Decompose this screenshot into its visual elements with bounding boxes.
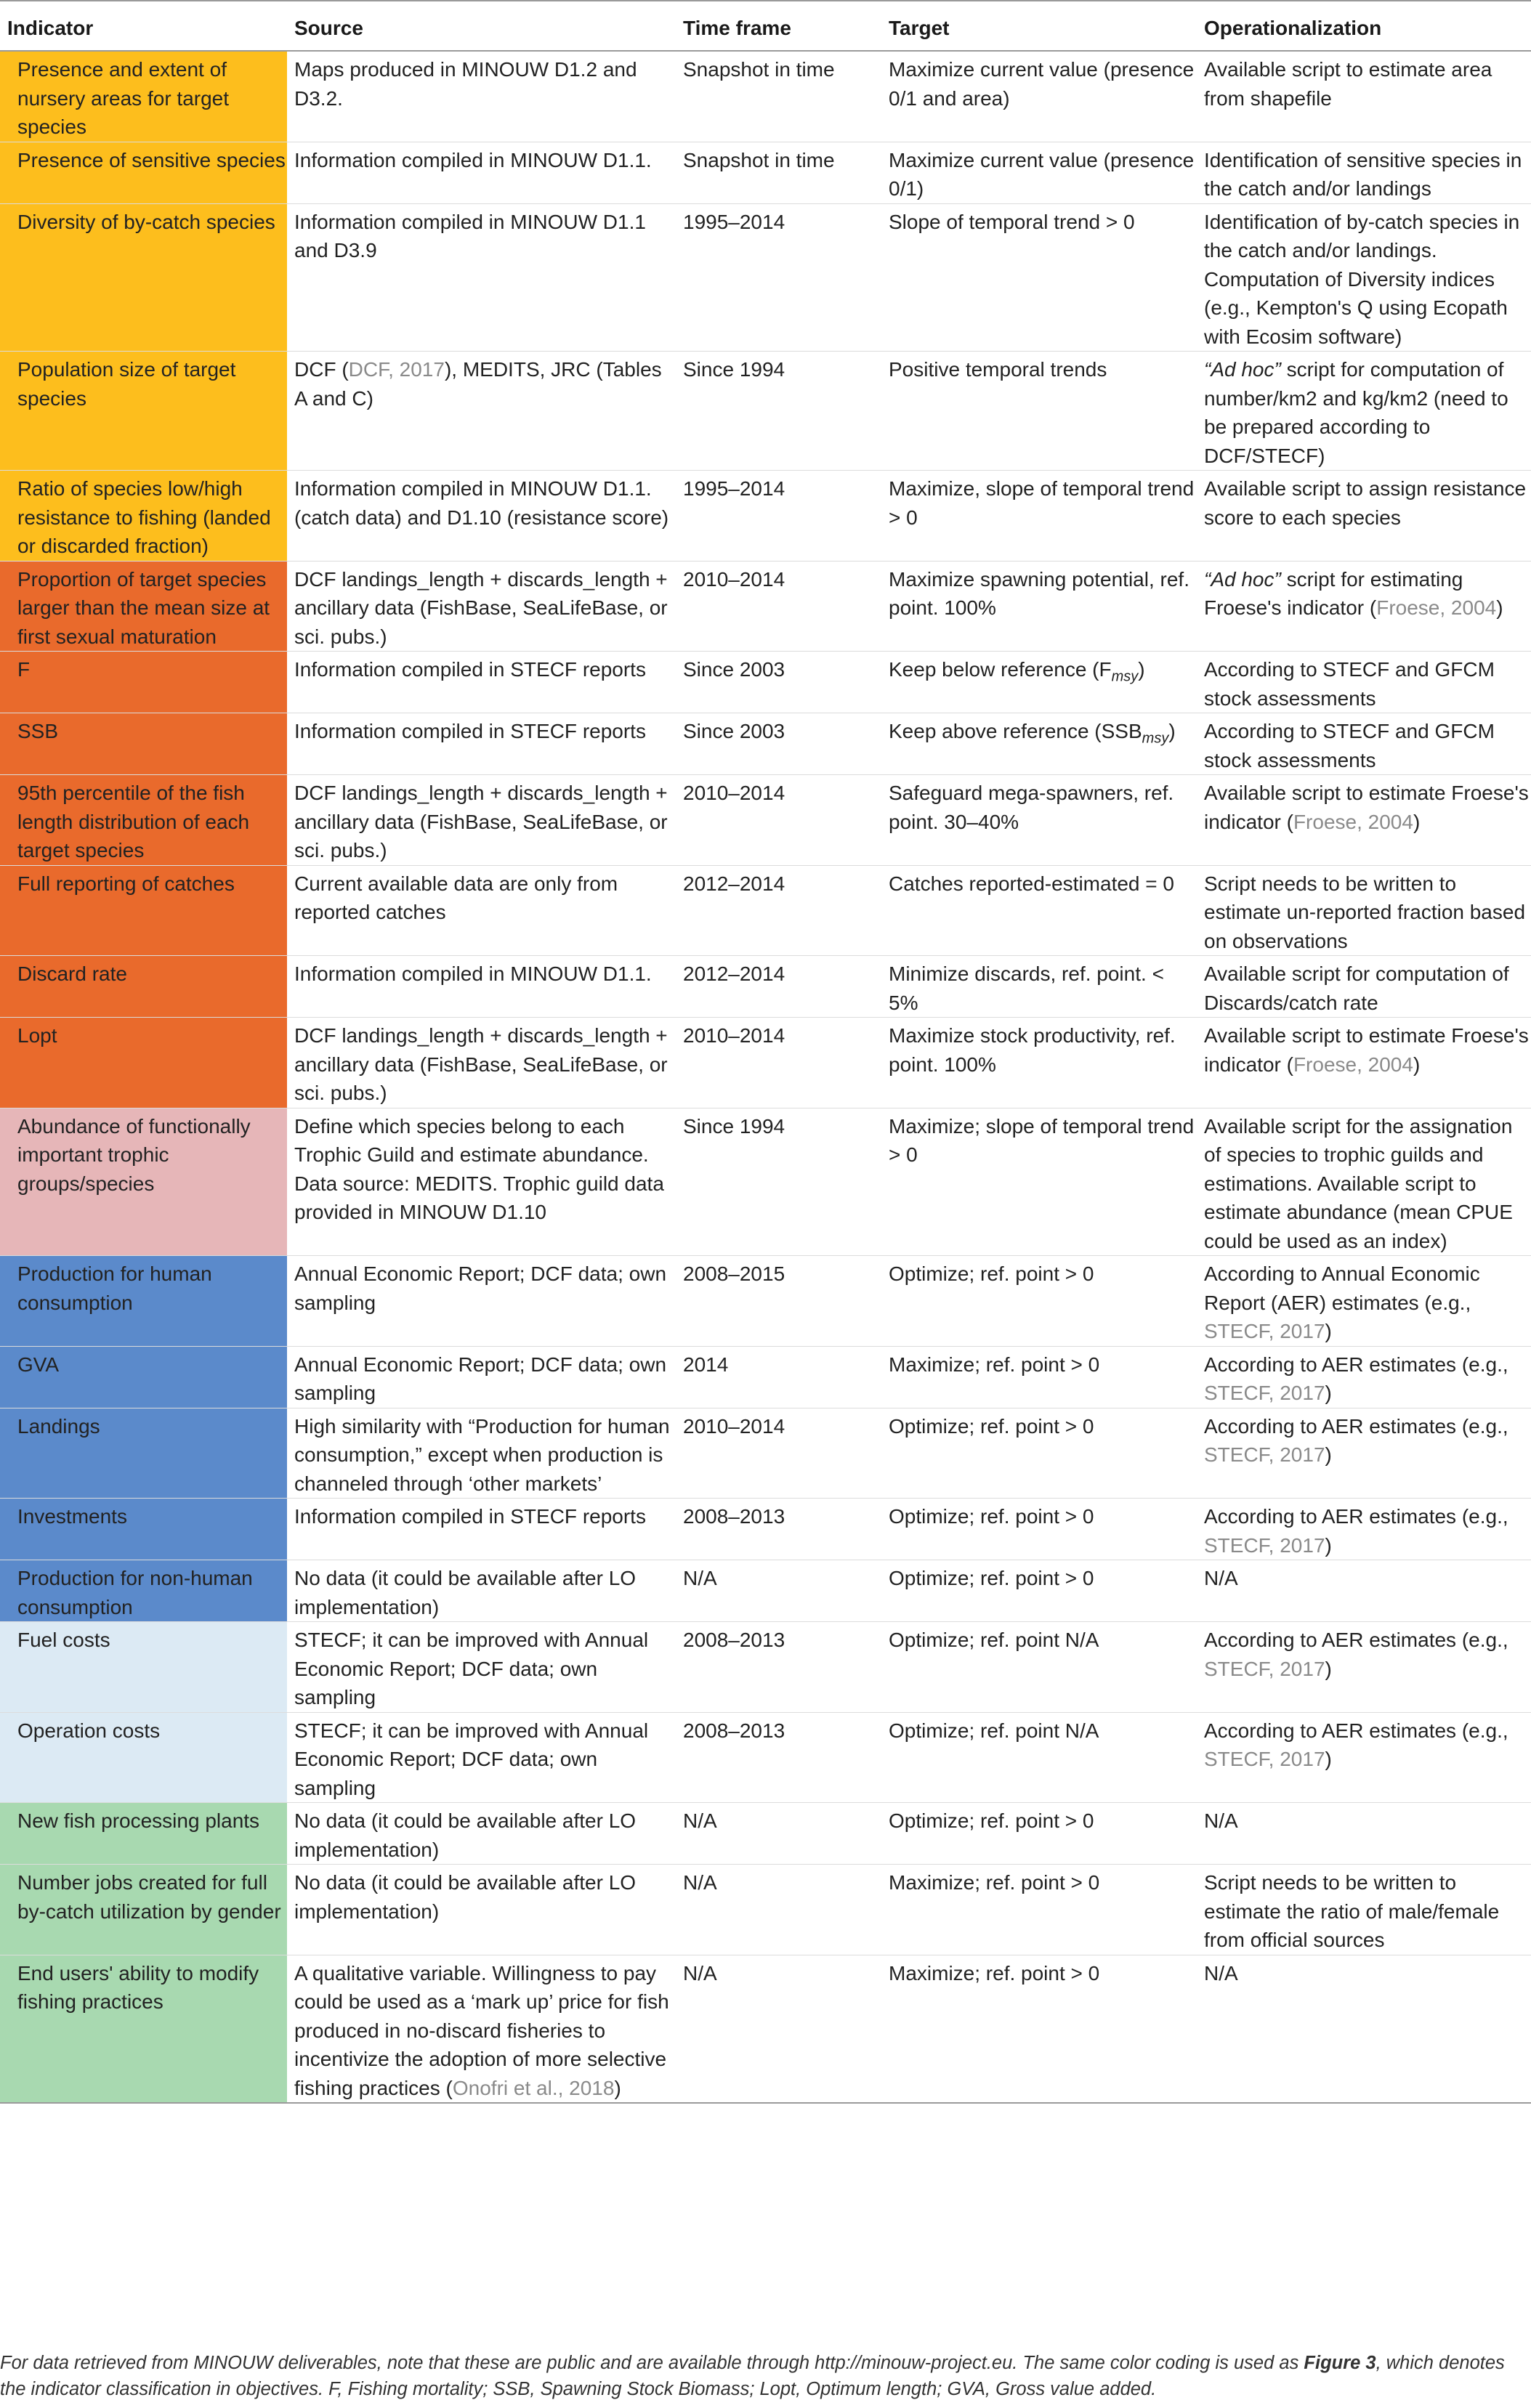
cell-source: High similarity with “Production for human consumption,” except when production is channeled through ‘other markets’ <box>287 1408 676 1499</box>
cell-indicator: Production for human consumption <box>0 1256 287 1347</box>
header-time-frame: Time frame <box>676 1 881 51</box>
table-body <box>0 51 1531 2103</box>
source-text: ), MEDITS, JRC (Tables A and C) <box>294 358 662 410</box>
citation-link[interactable]: Froese, 2004 <box>1376 596 1497 619</box>
cell-time-frame: N/A <box>676 1955 881 2103</box>
cell-target: Optimize; ref. point > 0 <box>881 1408 1197 1499</box>
header-operationalization: Operationalization <box>1197 1 1531 51</box>
cell-time-frame: Since 1994 <box>676 352 881 471</box>
table-row <box>0 865 1531 956</box>
cell-target: Maximize current value (presence 0/1 and area) <box>881 51 1197 142</box>
cell-time-frame: 2008–2013 <box>676 1622 881 1713</box>
cell-indicator: End users' ability to modify fishing practices <box>0 1955 287 2103</box>
target-subscript: msy <box>1111 668 1139 685</box>
cell-source: Information compiled in STECF reports <box>287 652 676 713</box>
table-row <box>0 1108 1531 1256</box>
op-text: According to AER estimates (e.g., <box>1204 1414 1508 1438</box>
cell-target: Optimize; ref. point N/A <box>881 1712 1197 1803</box>
cell-target: Optimize; ref. point > 0 <box>881 1560 1197 1622</box>
citation-link[interactable]: STECF, 2017 <box>1204 1382 1325 1404</box>
table-row <box>0 561 1531 652</box>
table-row <box>0 471 1531 562</box>
cell-indicator: Lopt <box>0 1018 287 1108</box>
cell-time-frame: 2010–2014 <box>676 775 881 866</box>
op-text: ) <box>1325 1748 1332 1770</box>
source-text: DCF ( <box>294 358 349 381</box>
op-text: ) <box>1325 1657 1332 1680</box>
cell-source: DCF landings_length + discards_length + ancillary data (FishBase, SeaLifeBase, or sci. pubs.) <box>287 561 676 652</box>
cell-source: Define which species belong to each Trophic Guild and estimate abundance. Data source: MEDITS. Trophic guild data provided in MINOUW D1.10 <box>287 1108 676 1256</box>
op-text: Available script to estimate Froese's indicator ( <box>1204 782 1529 833</box>
table-row <box>0 1018 1531 1108</box>
cell-source <box>287 1955 676 2103</box>
cell-source: STECF; it can be improved with Annual Economic Report; DCF data; own sampling <box>287 1712 676 1803</box>
citation-link[interactable]: STECF, 2017 <box>1204 1657 1325 1680</box>
cell-operationalization <box>1197 1622 1531 1713</box>
cell-target: Positive temporal trends <box>881 352 1197 471</box>
cell-operationalization: N/A <box>1197 1955 1531 2103</box>
cell-time-frame: N/A <box>676 1803 881 1865</box>
table-row <box>0 142 1531 203</box>
cell-target: Maximize; ref. point > 0 <box>881 1955 1197 2103</box>
cell-time-frame: Snapshot in time <box>676 51 881 142</box>
cell-indicator: Full reporting of catches <box>0 865 287 956</box>
source-text: A qualitative variable. Willingness to pay could be used as a ‘mark up’ price for fish produced in no-discard fisheries to incentivize the adoption of more selective fishing practices ( <box>294 1961 669 2099</box>
cell-time-frame: 2012–2014 <box>676 956 881 1018</box>
header-row <box>0 1 1531 51</box>
cell-operationalization <box>1197 352 1531 471</box>
op-emphasis: “Ad hoc” <box>1204 567 1281 591</box>
cell-time-frame: 2010–2014 <box>676 1018 881 1108</box>
citation-link[interactable]: STECF, 2017 <box>1204 1443 1325 1466</box>
cell-target: Maximize stock productivity, ref. point. 100% <box>881 1018 1197 1108</box>
cell-indicator: Discard rate <box>0 956 287 1018</box>
cell-target: Optimize; ref. point > 0 <box>881 1499 1197 1560</box>
op-text: Available script to estimate Froese's indicator ( <box>1204 1024 1529 1076</box>
cell-source: Information compiled in MINOUW D1.1. <box>287 142 676 203</box>
cell-target: Optimize; ref. point > 0 <box>881 1803 1197 1865</box>
cell-target: Optimize; ref. point > 0 <box>881 1256 1197 1347</box>
op-text: ) <box>1496 596 1503 619</box>
cell-source: No data (it could be available after LO implementation) <box>287 1560 676 1622</box>
cell-source: No data (it could be available after LO implementation) <box>287 1865 676 1955</box>
op-text: ) <box>1325 1320 1332 1342</box>
cell-indicator: Presence and extent of nursery areas for target species <box>0 51 287 142</box>
cell-source: Information compiled in STECF reports <box>287 713 676 775</box>
cell-source: Information compiled in MINOUW D1.1. (catch data) and D1.10 (resistance score) <box>287 471 676 562</box>
cell-source: DCF landings_length + discards_length + ancillary data (FishBase, SeaLifeBase, or sci. pubs.) <box>287 1018 676 1108</box>
citation-link[interactable]: STECF, 2017 <box>1204 1533 1325 1557</box>
cell-operationalization: Available script to assign resistance score to each species <box>1197 471 1531 562</box>
table-row <box>0 1712 1531 1803</box>
cell-time-frame: Since 2003 <box>676 652 881 713</box>
cell-time-frame: 1995–2014 <box>676 203 881 352</box>
op-text: According to AER estimates (e.g., <box>1204 1719 1508 1742</box>
cell-time-frame: 2008–2015 <box>676 1256 881 1347</box>
cell-operationalization: Identification of by-catch species in the catch and/or landings. Computation of Diversity indices (e.g., Kempton's Q using Ecopath with Ecosim software) <box>1197 203 1531 352</box>
cell-indicator: Population size of target species <box>0 352 287 471</box>
cell-source: Current available data are only from reported catches <box>287 865 676 956</box>
op-text: ) <box>1413 810 1421 833</box>
table-row <box>0 1803 1531 1865</box>
cell-source: Information compiled in MINOUW D1.1. <box>287 956 676 1018</box>
cell-indicator: Diversity of by-catch species <box>0 203 287 352</box>
table-row <box>0 51 1531 142</box>
cell-target: Maximize; ref. point > 0 <box>881 1865 1197 1955</box>
table-row <box>0 1560 1531 1622</box>
footnote-text-2: , which denotes the indicator classification in objectives. F, Fishing mortality; SSB, Spawning Stock Biomass; Lopt, Optimum length; GVA, Gross value added. <box>0 2353 1505 2399</box>
table-footnote <box>0 2350 1519 2402</box>
cell-operationalization <box>1197 1499 1531 1560</box>
cell-source <box>287 352 676 471</box>
cell-time-frame: 2010–2014 <box>676 561 881 652</box>
op-text: ) <box>1325 1443 1332 1466</box>
cell-indicator: Production for non-human consumption <box>0 1560 287 1622</box>
cell-operationalization: Available script for the assignation of species to trophic guilds and estimations. Available script to estimate abundance (mean CPUE could be used as an index) <box>1197 1108 1531 1256</box>
cell-indicator: Investments <box>0 1499 287 1560</box>
cell-indicator: Landings <box>0 1408 287 1499</box>
op-text: script for computation of number/km2 and kg/km2 (need to be prepared according to DCF/STECF) <box>1204 358 1508 467</box>
cell-time-frame: 2010–2014 <box>676 1408 881 1499</box>
cell-source: Annual Economic Report; DCF data; own sampling <box>287 1346 676 1408</box>
cell-source: Maps produced in MINOUW D1.2 and D3.2. <box>287 51 676 142</box>
table-row <box>0 1865 1531 1955</box>
cell-operationalization: Identification of sensitive species in the catch and/or landings <box>1197 142 1531 203</box>
table-row <box>0 775 1531 866</box>
cell-time-frame: N/A <box>676 1560 881 1622</box>
cell-indicator: SSB <box>0 713 287 775</box>
table-row <box>0 1499 1531 1560</box>
cell-operationalization: Script needs to be written to estimate the ratio of male/female from official sources <box>1197 1865 1531 1955</box>
citation-link[interactable]: STECF, 2017 <box>1204 1748 1325 1770</box>
cell-target: Optimize; ref. point N/A <box>881 1622 1197 1713</box>
cell-target: Minimize discards, ref. point. < 5% <box>881 956 1197 1018</box>
op-text: ) <box>1413 1053 1421 1076</box>
cell-indicator: F <box>0 652 287 713</box>
table-row <box>0 1622 1531 1713</box>
table-row <box>0 203 1531 352</box>
cell-target <box>881 652 1197 713</box>
cell-operationalization: Available script for computation of Discards/catch rate <box>1197 956 1531 1018</box>
source-text: ) <box>614 2076 621 2099</box>
target-text: ) <box>1138 658 1145 681</box>
table-row <box>0 652 1531 713</box>
cell-indicator: Fuel costs <box>0 1622 287 1713</box>
cell-source: STECF; it can be improved with Annual Economic Report; DCF data; own sampling <box>287 1622 676 1713</box>
cell-operationalization: According to STECF and GFCM stock assessments <box>1197 713 1531 775</box>
cell-time-frame: 2012–2014 <box>676 865 881 956</box>
cell-indicator: Operation costs <box>0 1712 287 1803</box>
op-emphasis: “Ad hoc” <box>1204 358 1281 381</box>
cell-indicator: Proportion of target species larger than the mean size at first sexual maturation <box>0 561 287 652</box>
cell-indicator: 95th percentile of the fish length distribution of each target species <box>0 775 287 866</box>
target-text: Keep above reference (SSB <box>889 720 1142 742</box>
cell-operationalization <box>1197 1256 1531 1347</box>
cell-time-frame: 1995–2014 <box>676 471 881 562</box>
cell-target: Maximize spawning potential, ref. point. 100% <box>881 561 1197 652</box>
cell-time-frame: 2008–2013 <box>676 1712 881 1803</box>
op-text: ) <box>1325 1533 1332 1557</box>
cell-source: Annual Economic Report; DCF data; own sampling <box>287 1256 676 1347</box>
cell-source: No data (it could be available after LO implementation) <box>287 1803 676 1865</box>
cell-target: Maximize; ref. point > 0 <box>881 1346 1197 1408</box>
header-target: Target <box>881 1 1197 51</box>
op-text: According to AER estimates (e.g., <box>1204 1353 1508 1376</box>
header-indicator: Indicator <box>0 1 287 51</box>
cell-indicator: Ratio of species low/high resistance to fishing (landed or discarded fraction) <box>0 471 287 562</box>
target-subscript: msy <box>1142 730 1169 747</box>
cell-target: Safeguard mega-spawners, ref. point. 30–40% <box>881 775 1197 866</box>
cell-operationalization: N/A <box>1197 1803 1531 1865</box>
cell-target: Maximize; slope of temporal trend > 0 <box>881 1108 1197 1256</box>
table-row <box>0 1346 1531 1408</box>
cell-indicator: Presence of sensitive species <box>0 142 287 203</box>
cell-indicator: Number jobs created for full by-catch utilization by gender <box>0 1865 287 1955</box>
cell-time-frame: Since 1994 <box>676 1108 881 1256</box>
table-row <box>0 352 1531 471</box>
footnote-text-1: For data retrieved from MINOUW deliverables, note that these are public and are available through http://minouw-project.eu. The same color coding is used as <box>0 2353 1304 2373</box>
cell-source: DCF landings_length + discards_length + ancillary data (FishBase, SeaLifeBase, or sci. pubs.) <box>287 775 676 866</box>
citation-link[interactable]: Froese, 2004 <box>1293 810 1413 833</box>
cell-target: Maximize, slope of temporal trend > 0 <box>881 471 1197 562</box>
cell-indicator: Abundance of functionally important trophic groups/species <box>0 1108 287 1256</box>
cell-operationalization: According to STECF and GFCM stock assessments <box>1197 652 1531 713</box>
cell-target: Slope of temporal trend > 0 <box>881 203 1197 352</box>
cell-target: Catches reported-estimated = 0 <box>881 865 1197 956</box>
cell-indicator: New fish processing plants <box>0 1803 287 1865</box>
cell-time-frame: 2014 <box>676 1346 881 1408</box>
cell-source: Information compiled in STECF reports <box>287 1499 676 1560</box>
cell-target: Maximize current value (presence 0/1) <box>881 142 1197 203</box>
target-text: ) <box>1168 720 1176 742</box>
cell-source: Information compiled in MINOUW D1.1 and D3.9 <box>287 203 676 352</box>
table-row <box>0 1256 1531 1347</box>
table-row <box>0 713 1531 775</box>
citation-link[interactable]: Onofri et al., 2018 <box>452 2076 615 2099</box>
cell-operationalization <box>1197 1018 1531 1108</box>
cell-operationalization: N/A <box>1197 1560 1531 1622</box>
op-text: ) <box>1325 1382 1332 1404</box>
table-row <box>0 956 1531 1018</box>
cell-operationalization: Available script to estimate area from shapefile <box>1197 51 1531 142</box>
cell-time-frame: Snapshot in time <box>676 142 881 203</box>
cell-time-frame: Since 2003 <box>676 713 881 775</box>
cell-operationalization <box>1197 1346 1531 1408</box>
header-source: Source <box>287 1 676 51</box>
citation-link[interactable]: STECF, 2017 <box>1204 1320 1325 1342</box>
footnote-figure-ref[interactable]: Figure 3 <box>1304 2353 1376 2373</box>
cell-time-frame: 2008–2013 <box>676 1499 881 1560</box>
cell-operationalization <box>1197 775 1531 866</box>
op-text: According to Annual Economic Report (AER) estimates (e.g., <box>1204 1262 1480 1314</box>
cell-target <box>881 713 1197 775</box>
op-text: According to AER estimates (e.g., <box>1204 1505 1508 1528</box>
table-row <box>0 1955 1531 2103</box>
cell-time-frame: N/A <box>676 1865 881 1955</box>
op-text: script for estimating Froese's indicator ( <box>1204 567 1463 619</box>
cell-operationalization <box>1197 561 1531 652</box>
citation-link[interactable]: Froese, 2004 <box>1293 1053 1413 1076</box>
op-text: According to AER estimates (e.g., <box>1204 1629 1508 1651</box>
cell-operationalization: Script needs to be written to estimate un-reported fraction based on observations <box>1197 865 1531 956</box>
cell-operationalization <box>1197 1408 1531 1499</box>
citation-link[interactable]: DCF, 2017 <box>348 358 445 381</box>
table-row <box>0 1408 1531 1499</box>
target-text: Keep below reference (F <box>889 658 1112 681</box>
cell-indicator: GVA <box>0 1346 287 1408</box>
cell-operationalization <box>1197 1712 1531 1803</box>
